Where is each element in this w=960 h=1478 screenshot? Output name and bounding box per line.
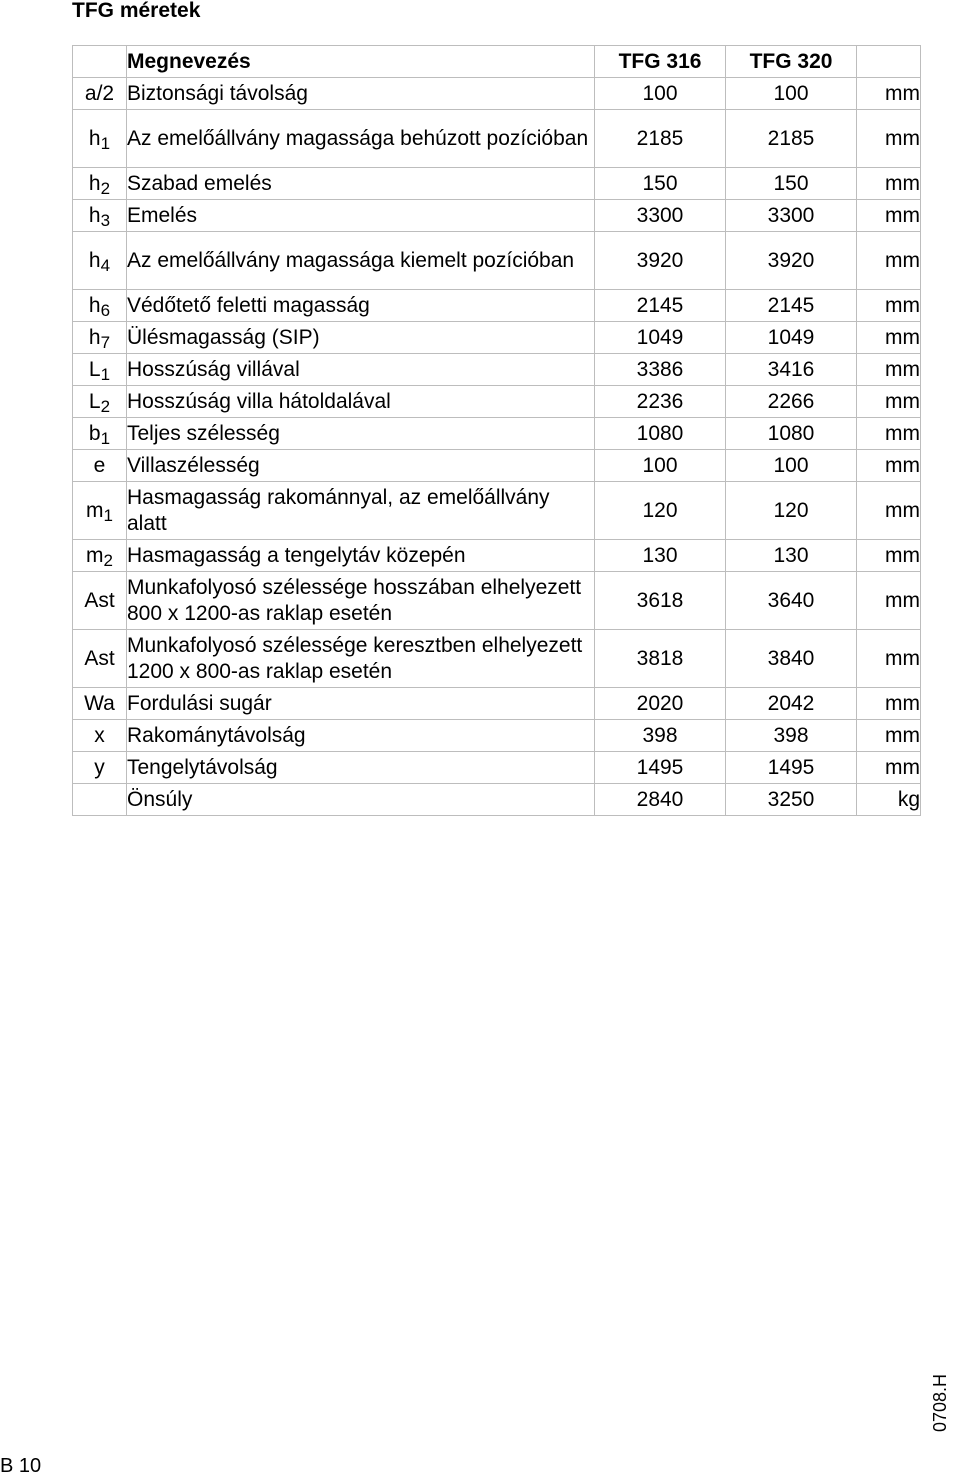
row-unit: mm [857, 630, 921, 688]
table-row [73, 110, 921, 168]
row-name: Ülésmagasság (SIP) [127, 322, 595, 354]
row-value-tfg316: 2236 [595, 386, 726, 418]
row-value-tfg316: 398 [595, 720, 726, 752]
row-symbol: y [73, 752, 127, 784]
row-value-tfg320: 130 [726, 540, 857, 572]
row-symbol: Ast [73, 572, 127, 630]
row-value-tfg316: 1495 [595, 752, 726, 784]
row-value-tfg320: 3640 [726, 572, 857, 630]
row-unit: kg [857, 784, 921, 816]
table-row [73, 482, 921, 540]
row-value-tfg320: 2042 [726, 688, 857, 720]
row-name: Szabad emelés [127, 168, 595, 200]
row-value-tfg316: 2020 [595, 688, 726, 720]
row-symbol: e [73, 450, 127, 482]
table-header-row [73, 46, 921, 78]
page-number: B 10 [0, 1455, 42, 1477]
row-value-tfg320: 3840 [726, 630, 857, 688]
row-value-tfg320: 100 [726, 450, 857, 482]
header-unit [857, 46, 921, 78]
table-row [73, 784, 921, 816]
table-row [73, 354, 921, 386]
row-symbol: $h_2$ [73, 168, 127, 200]
row-name: Teljes szélesség [127, 418, 595, 450]
row-symbol: Ast [73, 630, 127, 688]
row-name: Villaszélesség [127, 450, 595, 482]
page-title: TFG méretek [72, 0, 201, 22]
row-name: Munkafolyosó szélessége hosszában elhelyezett 800 x 1200-as raklap esetén [127, 572, 595, 630]
table-row [73, 322, 921, 354]
row-symbol: $L_2$ [73, 386, 127, 418]
table-row [73, 630, 921, 688]
row-symbol: $h_7$ [73, 322, 127, 354]
row-value-tfg320: 1049 [726, 322, 857, 354]
row-value-tfg316: 1049 [595, 322, 726, 354]
header-symbol [73, 46, 127, 78]
document-code: 0708.H [930, 1373, 950, 1432]
row-value-tfg320: 3300 [726, 200, 857, 232]
row-symbol: $h_4$ [73, 232, 127, 290]
header-tfg316: TFG 316 [595, 46, 726, 78]
row-unit: mm [857, 322, 921, 354]
row-name: Hosszúság villa hátoldalával [127, 386, 595, 418]
row-unit: mm [857, 290, 921, 322]
row-unit: mm [857, 168, 921, 200]
row-name: Tengelytávolság [127, 752, 595, 784]
row-symbol: $h_3$ [73, 200, 127, 232]
row-value-tfg320: 1495 [726, 752, 857, 784]
row-unit: mm [857, 232, 921, 290]
row-value-tfg316: 2145 [595, 290, 726, 322]
row-name: Rakománytávolság [127, 720, 595, 752]
row-unit: mm [857, 386, 921, 418]
row-value-tfg316: 3386 [595, 354, 726, 386]
row-name: Munkafolyosó szélessége keresztben elhelyezett 1200 x 800-as raklap esetén [127, 630, 595, 688]
row-name: Önsúly [127, 784, 595, 816]
row-symbol: $h_6$ [73, 290, 127, 322]
row-name: Hasmagasság rakománnyal, az emelőállvány alatt [127, 482, 595, 540]
header-name: Megnevezés [127, 46, 595, 78]
table-row [73, 752, 921, 784]
row-unit: mm [857, 572, 921, 630]
table-row [73, 572, 921, 630]
row-unit: mm [857, 752, 921, 784]
table-row [73, 232, 921, 290]
table-row [73, 290, 921, 322]
row-unit: mm [857, 450, 921, 482]
row-value-tfg316: 3920 [595, 232, 726, 290]
row-value-tfg320: 3250 [726, 784, 857, 816]
row-unit: mm [857, 200, 921, 232]
row-name: Hosszúság villával [127, 354, 595, 386]
table-row [73, 78, 921, 110]
row-unit: mm [857, 720, 921, 752]
table-row [73, 386, 921, 418]
row-value-tfg320: 2185 [726, 110, 857, 168]
row-value-tfg320: 150 [726, 168, 857, 200]
row-unit: mm [857, 418, 921, 450]
table-row [73, 450, 921, 482]
row-value-tfg316: 100 [595, 78, 726, 110]
row-value-tfg316: 1080 [595, 418, 726, 450]
row-unit: mm [857, 540, 921, 572]
row-symbol [73, 784, 127, 816]
row-symbol: $m_1$ [73, 482, 127, 540]
row-name: Az emelőállvány magassága behúzott pozícióban [127, 110, 595, 168]
row-unit: mm [857, 688, 921, 720]
row-symbol: $h_1$ [73, 110, 127, 168]
header-tfg320: TFG 320 [726, 46, 857, 78]
table-row [73, 418, 921, 450]
row-value-tfg320: 398 [726, 720, 857, 752]
row-value-tfg320: 2266 [726, 386, 857, 418]
row-name: Emelés [127, 200, 595, 232]
row-value-tfg320: 3920 [726, 232, 857, 290]
row-value-tfg316: 150 [595, 168, 726, 200]
table-row [73, 688, 921, 720]
table-row [73, 720, 921, 752]
row-value-tfg316: 100 [595, 450, 726, 482]
row-value-tfg316: 2185 [595, 110, 726, 168]
table-row [73, 168, 921, 200]
table-row [73, 540, 921, 572]
row-symbol: $m_2$ [73, 540, 127, 572]
row-value-tfg316: 130 [595, 540, 726, 572]
row-symbol: Wa [73, 688, 127, 720]
row-unit: mm [857, 110, 921, 168]
row-name: Biztonsági távolság [127, 78, 595, 110]
row-name: Az emelőállvány magassága kiemelt pozícióban [127, 232, 595, 290]
row-value-tfg320: 100 [726, 78, 857, 110]
row-value-tfg316: 3300 [595, 200, 726, 232]
row-value-tfg316: 120 [595, 482, 726, 540]
row-value-tfg316: 3818 [595, 630, 726, 688]
row-value-tfg320: 1080 [726, 418, 857, 450]
row-name: Védőtető feletti magasság [127, 290, 595, 322]
row-unit: mm [857, 482, 921, 540]
row-unit: mm [857, 354, 921, 386]
row-unit: mm [857, 78, 921, 110]
row-symbol: $L_1$ [73, 354, 127, 386]
row-symbol: a/2 [73, 78, 127, 110]
row-name: Fordulási sugár [127, 688, 595, 720]
row-value-tfg320: 120 [726, 482, 857, 540]
row-value-tfg316: 2840 [595, 784, 726, 816]
row-symbol: $b_1$ [73, 418, 127, 450]
dimensions-table [72, 45, 921, 816]
row-value-tfg320: 3416 [726, 354, 857, 386]
row-value-tfg316: 3618 [595, 572, 726, 630]
row-name: Hasmagasság a tengelytáv közepén [127, 540, 595, 572]
row-value-tfg320: 2145 [726, 290, 857, 322]
table-row [73, 200, 921, 232]
row-symbol: x [73, 720, 127, 752]
